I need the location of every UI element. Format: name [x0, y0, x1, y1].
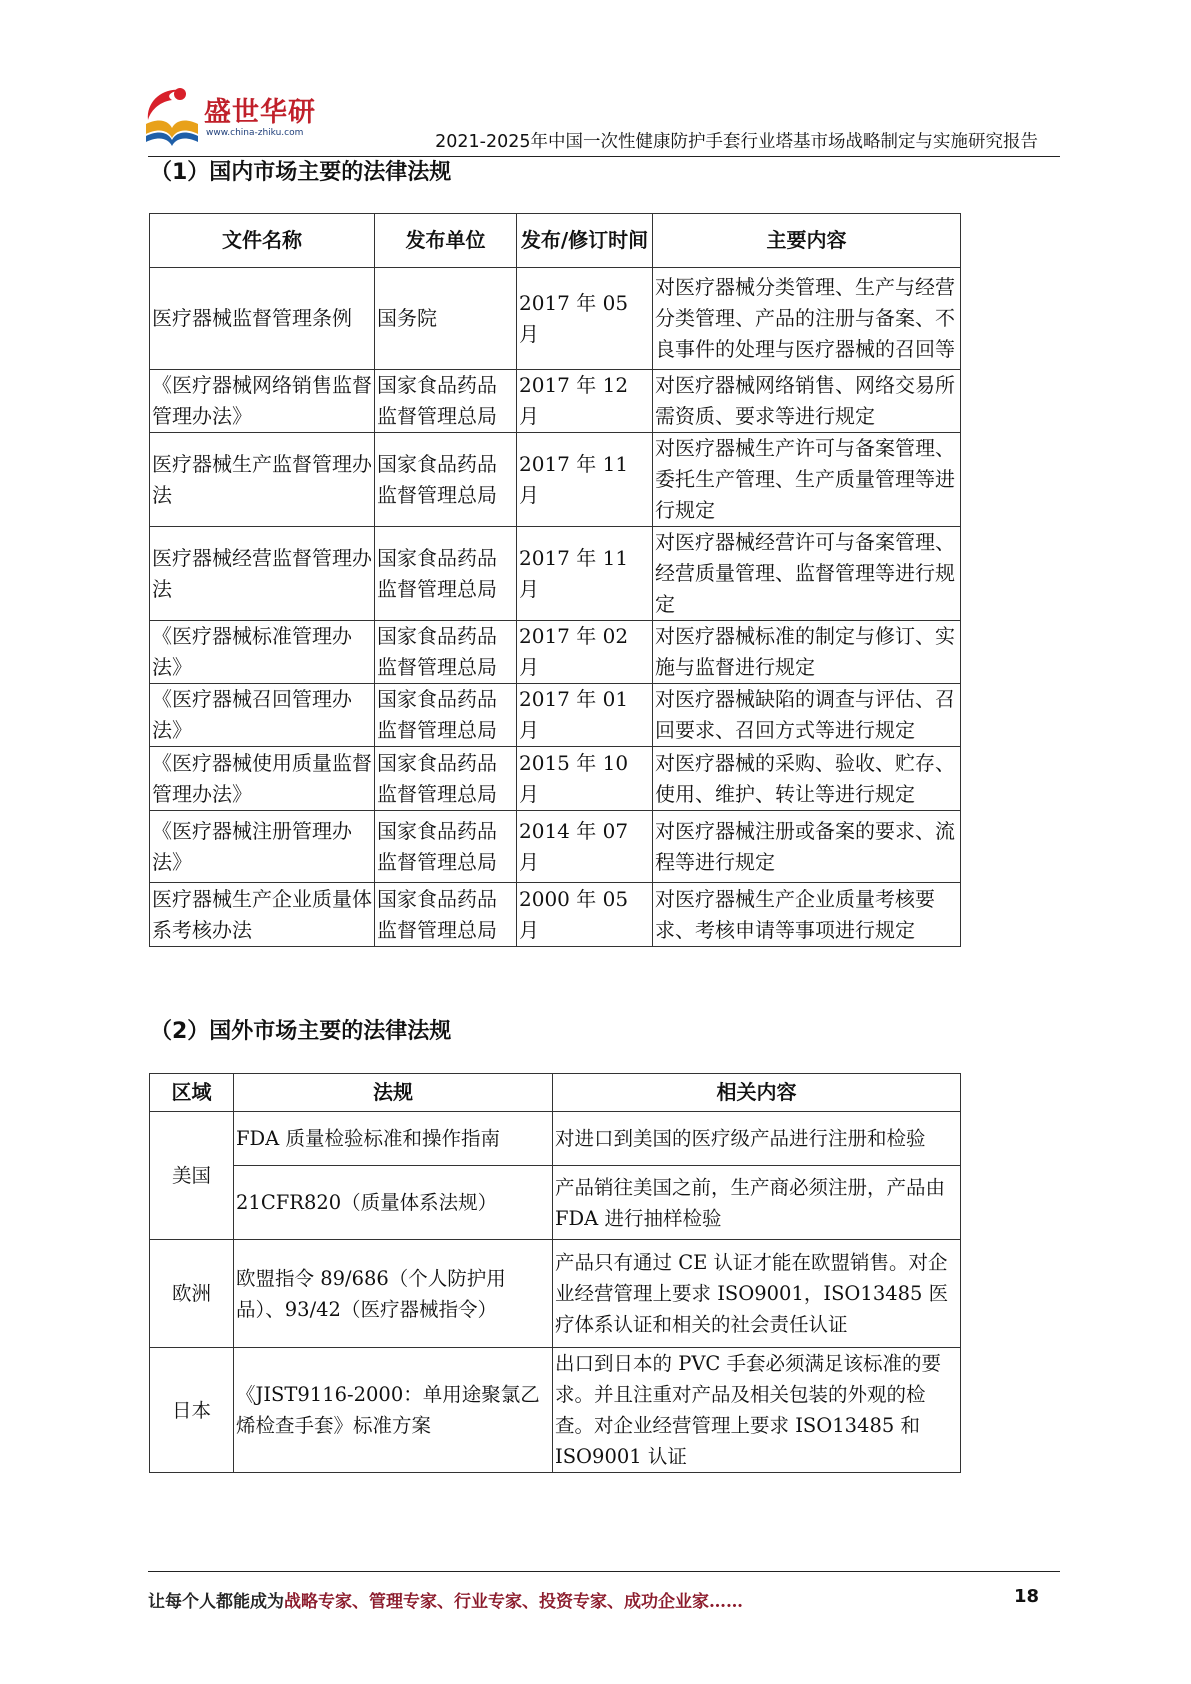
cell-content: 对医疗器械经营许可与备案管理、经营质量管理、监督管理等进行规定 [653, 527, 961, 621]
table-header-row [150, 1074, 961, 1112]
table-row [150, 1112, 961, 1166]
cell-regulation: FDA 质量检验标准和操作指南 [234, 1112, 553, 1166]
cell-document-name: 《医疗器械注册管理办法》 [150, 811, 375, 883]
footer-slogan-roles: 战略专家、管理专家、行业专家、投资专家、成功企业家…… [284, 1592, 743, 1612]
cell-issuer: 国务院 [375, 268, 517, 370]
cell-content: 对医疗器械标准的制定与修订、实施与监督进行规定 [653, 621, 961, 684]
table-row [150, 268, 961, 370]
cell-issuer: 国家食品药品监督管理总局 [375, 433, 517, 527]
foreign-regulations-table [149, 1073, 961, 1473]
domestic-regulations-table [149, 213, 961, 947]
cell-date: 2014 年 07 月 [517, 811, 653, 883]
table-row [150, 883, 961, 947]
cell-content: 对医疗器械注册或备案的要求、流程等进行规定 [653, 811, 961, 883]
table-row [150, 684, 961, 747]
brand-logo-icon [140, 84, 202, 146]
footer-slogan [148, 1587, 743, 1612]
brand-name: 盛世华研 [204, 97, 316, 128]
cell-content: 对医疗器械生产企业质量考核要求、考核申请等事项进行规定 [653, 883, 961, 947]
column-header: 主要内容 [653, 214, 961, 268]
cell-content: 对医疗器械的采购、验收、贮存、使用、维护、转让等进行规定 [653, 747, 961, 811]
table-row [150, 747, 961, 811]
cell-content: 对医疗器械缺陷的调查与评估、召回要求、召回方式等进行规定 [653, 684, 961, 747]
cell-issuer: 国家食品药品监督管理总局 [375, 747, 517, 811]
cell-issuer: 国家食品药品监督管理总局 [375, 811, 517, 883]
cell-date: 2015 年 10 月 [517, 747, 653, 811]
table-header-row [150, 214, 961, 268]
table-row [150, 1240, 961, 1348]
cell-content-text: 对医疗器械分类管理、生产与经营分类管理、产品的注册与备案、不良事件的处理与医疗器械的召回等 [655, 274, 955, 361]
cell-document-name: 医疗器械经营监督管理办法 [150, 527, 375, 621]
section-heading-foreign: （2）国外市场主要的法律法规 [150, 1019, 452, 1044]
cell-issuer: 国家食品药品监督管理总局 [375, 684, 517, 747]
cell-content: 出口到日本的 PVC 手套必须满足该标准的要求。并且注重对产品及相关包装的外观的检查。对企业经营管理上要求 ISO13485 和 ISO9001 认证 [553, 1348, 961, 1473]
section-heading-domestic: （1）国内市场主要的法律法规 [150, 160, 452, 185]
cell-document-name: 《医疗器械使用质量监督管理办法》 [150, 747, 375, 811]
cell-content: 产品只有通过 CE 认证才能在欧盟销售。对企业经营管理上要求 ISO9001，ISO13485 医疗体系认证和相关的社会责任认证 [553, 1240, 961, 1348]
cell-date: 2017 年 12 月 [517, 370, 653, 433]
footer-divider [148, 1571, 1060, 1572]
table-row [150, 1166, 961, 1240]
column-header: 文件名称 [150, 214, 375, 268]
cell-content: 对进口到美国的医疗级产品进行注册和检验 [553, 1112, 961, 1166]
column-header: 法规 [234, 1074, 553, 1112]
cell-regulation: 欧盟指令 89/686（个人防护用品）、93/42（医疗器械指令） [234, 1240, 553, 1348]
cell-document-name: 医疗器械生产企业质量体系考核办法 [150, 883, 375, 947]
cell-document-name: 医疗器械生产监督管理办法 [150, 433, 375, 527]
column-header: 发布/修订时间 [517, 214, 653, 268]
cell-content: 对医疗器械网络销售、网络交易所需资质、要求等进行规定 [653, 370, 961, 433]
cell-region: 美国 [150, 1112, 234, 1240]
cell-document-name: 《医疗器械网络销售监督管理办法》 [150, 370, 375, 433]
page-header [0, 0, 1191, 160]
brand-logo [140, 84, 316, 148]
cell-issuer: 国家食品药品监督管理总局 [375, 527, 517, 621]
document-title: 2021-2025年中国一次性健康防护手套行业塔基市场战略制定与实施研究报告 [435, 132, 1038, 152]
brand-url: www.china-zhiku.com [206, 128, 304, 138]
footer-slogan-lead: 让每个人都能成为 [148, 1592, 284, 1612]
cell-region: 欧洲 [150, 1240, 234, 1348]
cell-date: 2017 年 02 月 [517, 621, 653, 684]
table-row [150, 1348, 961, 1473]
cell-region: 日本 [150, 1348, 234, 1473]
cell-issuer: 国家食品药品监督管理总局 [375, 883, 517, 947]
table-row [150, 621, 961, 684]
column-header: 区域 [150, 1074, 234, 1112]
cell-content: 产品销往美国之前，生产商必须注册，产品由 FDA 进行抽样检验 [553, 1166, 961, 1240]
cell-regulation: 21CFR820（质量体系法规） [234, 1166, 553, 1240]
table-row [150, 433, 961, 527]
page-number: 18 [1013, 1586, 1039, 1607]
cell-content: 对医疗器械生产许可与备案管理、委托生产管理、生产质量管理等进行规定 [653, 433, 961, 527]
cell-date: 2017 年 01 月 [517, 684, 653, 747]
cell-date: 2017 年 11 月 [517, 527, 653, 621]
cell-date: 2017 年 11 月 [517, 433, 653, 527]
cell-issuer: 国家食品药品监督管理总局 [375, 370, 517, 433]
cell-document-name: 医疗器械监督管理条例 [150, 268, 375, 370]
cell-issuer: 国家食品药品监督管理总局 [375, 621, 517, 684]
cell-content [653, 268, 961, 370]
column-header: 发布单位 [375, 214, 517, 268]
column-header: 相关内容 [553, 1074, 961, 1112]
cell-document-name: 《医疗器械标准管理办法》 [150, 621, 375, 684]
table-row [150, 811, 961, 883]
cell-date: 2017 年 05 月 [517, 268, 653, 370]
cell-date: 2000 年 05 月 [517, 883, 653, 947]
table-row [150, 370, 961, 433]
table-row [150, 527, 961, 621]
cell-document-name: 《医疗器械召回管理办法》 [150, 684, 375, 747]
cell-regulation: 《JIST9116-2000：单用途聚氯乙烯检查手套》标准方案 [234, 1348, 553, 1473]
